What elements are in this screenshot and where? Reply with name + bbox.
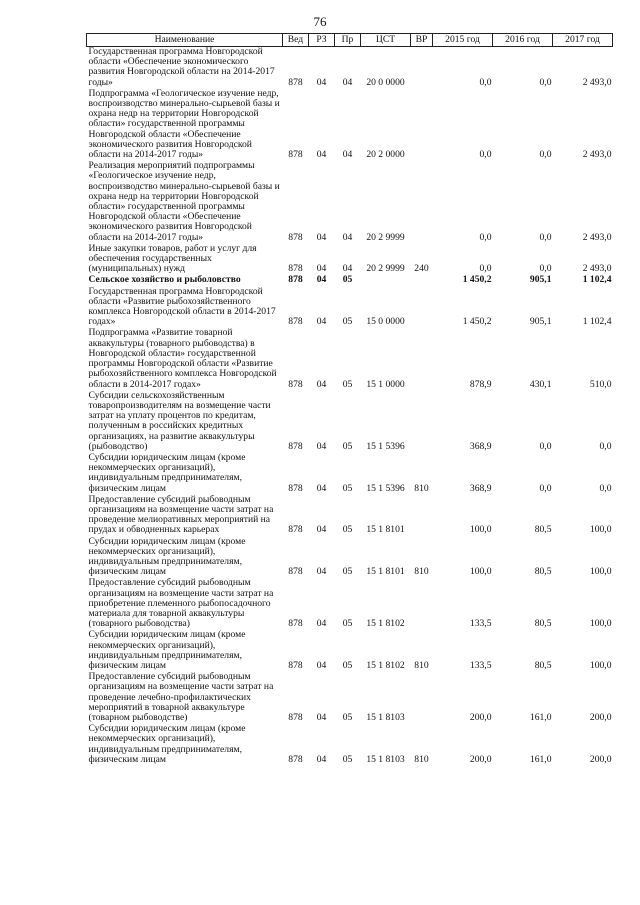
cell-ved: 878 xyxy=(288,316,303,328)
cell-pr: 04 xyxy=(342,76,353,88)
cell-2016: 161,0 xyxy=(529,712,552,723)
cell-cst: 15 0 0000 xyxy=(366,316,405,328)
cell-ved: 878 xyxy=(288,753,303,765)
cell-rz: 04 xyxy=(316,263,327,275)
cell-2017: 2 493,0 xyxy=(582,231,612,243)
cell-2017: 200,0 xyxy=(589,753,612,765)
cell-cst: 15 1 5396 xyxy=(366,440,405,452)
header-rz: РЗ xyxy=(309,34,335,47)
cell-vr xyxy=(411,391,433,453)
page-number: 76 xyxy=(313,14,327,29)
cell-cst: 15 1 8102 xyxy=(366,618,405,630)
cell-vr xyxy=(411,47,433,89)
cell-2015: 1 450,2 xyxy=(462,274,492,286)
cell-name: Субсидии юридическим лицам (кроме некоммерческих организаций), индивидуальным предпринимателям, физическим лицам xyxy=(88,535,246,578)
cell-pr: 05 xyxy=(342,524,353,536)
cell-name: Предоставление субсидий рыбоводным организациям на возмещение части затрат на проведение лечебно-профилактических мероприятий в товарной аквакультуре (товарном рыбоводстве) xyxy=(88,671,274,723)
cell-2016: 80,5 xyxy=(534,524,552,536)
cell-pr: 05 xyxy=(342,316,353,328)
cell-name: Предоставление субсидий рыбоводным организациям на возмещение части затрат на проведение мелиоративных мероприятий на прудах и обводненных карьерах xyxy=(88,493,274,536)
cell-vr xyxy=(411,161,433,244)
cell-cst: 15 1 8103 xyxy=(366,753,405,765)
header-cst: ЦСТ xyxy=(361,34,411,47)
cell-2015: 100,0 xyxy=(469,524,492,536)
cell-rz: 04 xyxy=(316,524,327,536)
header-2017: 2017 год xyxy=(553,34,613,47)
cell-pr: 04 xyxy=(342,149,353,161)
cell-ved: 878 xyxy=(288,566,303,578)
cell-pr: 05 xyxy=(342,482,353,494)
header-ved: Вед xyxy=(283,34,309,47)
cell-name: Реализация мероприятий подпрограммы «Геологическое изучение недр, воспроизводство минерально-сырьевой базы и охрана недр на территории Новгородской области» государственной программы Новгородской области «Обеспечение экономического развития Новгородской области на 2014-2017 годы» xyxy=(88,160,280,243)
cell-cst: 15 1 0000 xyxy=(366,378,405,390)
cell-2016: 430,1 xyxy=(529,378,552,390)
cell-2016: 0,0 xyxy=(539,231,552,243)
cell-name: Предоставление субсидий рыбоводным организациям на возмещение части затрат на приобретение племенного рыбопосадочного материала для товарной аквакультуры (товарного рыбоводства) xyxy=(88,577,274,630)
cell-rz: 04 xyxy=(316,712,327,723)
cell-2016: 0,0 xyxy=(539,263,552,275)
cell-rz: 04 xyxy=(316,566,327,578)
table-row xyxy=(87,537,613,579)
table-row xyxy=(87,630,613,672)
header-name: Наименование xyxy=(87,34,283,47)
cell-vr xyxy=(411,578,433,630)
cell-2016: 80,5 xyxy=(534,618,552,630)
cell-pr: 05 xyxy=(342,659,353,671)
cell-2016: 905,1 xyxy=(529,316,552,328)
table-row xyxy=(87,47,613,89)
cell-rz: 04 xyxy=(316,482,327,494)
cell-2017: 1 102,4 xyxy=(582,274,612,286)
cell-ved: 878 xyxy=(288,378,303,390)
cell-2015: 100,0 xyxy=(469,566,492,578)
header-pr: Пр xyxy=(335,34,361,47)
cell-2016: 80,5 xyxy=(534,659,552,671)
cell-vr xyxy=(411,495,433,537)
cell-cst: 15 1 8103 xyxy=(366,712,405,723)
cell-2015: 0,0 xyxy=(479,263,492,275)
cell-cst: 20 2 0000 xyxy=(366,149,405,161)
cell-name: Сельское хозяйство и рыболовство xyxy=(88,274,241,286)
cell-2017: 100,0 xyxy=(589,566,612,578)
cell-pr: 05 xyxy=(342,618,353,630)
table-row xyxy=(87,495,613,537)
cell-ved: 878 xyxy=(288,440,303,452)
table-row xyxy=(87,244,613,276)
cell-rz: 04 xyxy=(316,76,327,88)
table-row xyxy=(87,287,613,329)
budget-table xyxy=(86,33,613,766)
cell-ved: 878 xyxy=(288,76,303,88)
cell-vr: 810 xyxy=(414,659,429,671)
cell-2017: 100,0 xyxy=(589,524,612,536)
cell-2015: 0,0 xyxy=(479,149,492,161)
cell-name: Субсидии сельскохозяйственным товаропроизводителям на возмещение части затрат на уплату процентов по кредитам, полученным в российских кредитных организациях, на развитие аквакультуры (рыбоводство) xyxy=(88,389,271,452)
cell-name: Государственная программа Новгородской области «Обеспечение экономического развития Новгородской области на 2014-2017 годы» xyxy=(88,46,275,88)
cell-2017: 1 102,4 xyxy=(582,316,612,328)
cell-cst: 15 1 8101 xyxy=(366,524,405,536)
cell-2015: 0,0 xyxy=(479,76,492,88)
cell-2017: 510,0 xyxy=(589,378,612,390)
cell-ved: 878 xyxy=(288,482,303,494)
table-row xyxy=(87,453,613,495)
cell-2017: 200,0 xyxy=(589,712,612,723)
cell-2015: 878,9 xyxy=(469,378,492,390)
cell-rz: 04 xyxy=(316,618,327,630)
cell-2016: 0,0 xyxy=(539,149,552,161)
cell-2016: 905,1 xyxy=(529,274,552,286)
cell-2015: 368,9 xyxy=(469,482,492,494)
cell-pr: 05 xyxy=(342,378,353,390)
cell-2015: 368,9 xyxy=(469,440,492,452)
table-row xyxy=(87,724,613,766)
table-row xyxy=(87,391,613,453)
cell-2017: 100,0 xyxy=(589,618,612,630)
cell-vr: 810 xyxy=(414,566,429,578)
cell-pr: 05 xyxy=(342,274,353,286)
cell-vr xyxy=(411,328,433,390)
cell-vr: 810 xyxy=(414,753,429,765)
cell-rz: 04 xyxy=(316,753,327,765)
cell-2015: 200,0 xyxy=(469,712,492,723)
cell-pr: 05 xyxy=(342,440,353,452)
cell-ved: 878 xyxy=(288,274,303,286)
cell-2017: 0,0 xyxy=(599,440,612,452)
cell-rz: 04 xyxy=(316,440,327,452)
cell-cst: 15 1 8102 xyxy=(366,659,405,671)
table-row xyxy=(87,328,613,390)
header-2016: 2016 год xyxy=(493,34,553,47)
cell-2017: 100,0 xyxy=(589,659,612,671)
cell-rz: 04 xyxy=(316,316,327,328)
cell-cst: 15 1 5396 xyxy=(366,482,405,494)
cell-2016: 0,0 xyxy=(539,76,552,88)
cell-name: Иные закупки товаров, работ и услуг для обеспечения государственных (муниципальных) нужд xyxy=(88,242,257,275)
cell-name: Государственная программа Новгородской области «Развитие рыбохозяйственного комплекса Новгородской области в 2014-2017 годах» xyxy=(88,285,276,328)
table-row xyxy=(87,275,613,286)
header-2015: 2015 год xyxy=(433,34,493,47)
cell-2015: 133,5 xyxy=(469,618,492,630)
cell-2017: 2 493,0 xyxy=(582,76,612,88)
cell-vr xyxy=(411,89,433,161)
header-vr: ВР xyxy=(411,34,433,47)
cell-ved: 878 xyxy=(288,263,303,275)
cell-ved: 878 xyxy=(288,712,303,723)
cell-rz: 04 xyxy=(316,659,327,671)
cell-pr: 05 xyxy=(342,566,353,578)
cell-cst: 20 0 0000 xyxy=(366,76,405,88)
cell-vr: 240 xyxy=(414,263,429,275)
cell-cst: 20 2 9999 xyxy=(366,231,405,243)
table-body xyxy=(87,47,613,767)
cell-pr: 05 xyxy=(342,712,353,723)
cell-2016: 161,0 xyxy=(529,753,552,765)
cell-ved: 878 xyxy=(288,524,303,536)
cell-2016: 0,0 xyxy=(539,482,552,494)
cell-cst: 20 2 9999 xyxy=(366,263,405,275)
cell-2017: 2 493,0 xyxy=(582,263,612,275)
cell-vr xyxy=(411,287,433,329)
cell-rz: 04 xyxy=(316,378,327,390)
cell-ved: 878 xyxy=(288,618,303,630)
cell-cst: 15 1 8101 xyxy=(366,566,405,578)
table-header xyxy=(87,34,613,47)
cell-2015: 200,0 xyxy=(469,753,492,765)
cell-name: Субсидии юридическим лицам (кроме некоммерческих организаций), индивидуальным предпринимателям, физическим лицам xyxy=(88,723,246,765)
cell-2017: 0,0 xyxy=(599,482,612,494)
cell-vr: 810 xyxy=(414,482,429,494)
cell-2015: 133,5 xyxy=(469,659,492,671)
table-row xyxy=(87,672,613,724)
cell-ved: 878 xyxy=(288,659,303,671)
cell-name: Субсидии юридическим лицам (кроме некоммерческих организаций), индивидуальным предпринимателям, физическим лицам xyxy=(88,451,246,494)
cell-ved: 878 xyxy=(288,231,303,243)
cell-2016: 80,5 xyxy=(534,566,552,578)
cell-2015: 1 450,2 xyxy=(462,316,492,328)
cell-2017: 2 493,0 xyxy=(582,149,612,161)
cell-name: Подпрограмма «Геологическое изучение недр, воспроизводство минерально-сырьевой базы и охрана недр на территории Новгородской области» государственной программы Новгородской области «Обеспечение экономического развития Новгородской области на 2014-2017 годы» xyxy=(88,87,280,161)
cell-name: Подпрограмма «Развитие товарной аквакультуры (товарного рыбоводства) в Новгородской области» государственной программы Новгородской области «Развитие рыбохозяйственного комплекса Новгородской области в 2014-2017 годах» xyxy=(88,327,277,390)
cell-name: Субсидии юридическим лицам (кроме некоммерческих организаций), индивидуальным предпринимателям, физическим лицам xyxy=(88,629,246,671)
cell-vr xyxy=(411,275,433,286)
cell-pr: 05 xyxy=(342,753,353,765)
cell-rz: 04 xyxy=(316,149,327,161)
cell-rz: 04 xyxy=(316,231,327,243)
cell-2016: 0,0 xyxy=(539,440,552,452)
cell-vr xyxy=(411,672,433,724)
table-row xyxy=(87,161,613,244)
table-row xyxy=(87,578,613,630)
cell-rz: 04 xyxy=(316,274,327,286)
cell-ved: 878 xyxy=(288,149,303,161)
table-row xyxy=(87,89,613,161)
cell-pr: 04 xyxy=(342,231,353,243)
cell-2015: 0,0 xyxy=(479,231,492,243)
cell-cst xyxy=(361,275,411,286)
cell-pr: 04 xyxy=(342,263,353,275)
